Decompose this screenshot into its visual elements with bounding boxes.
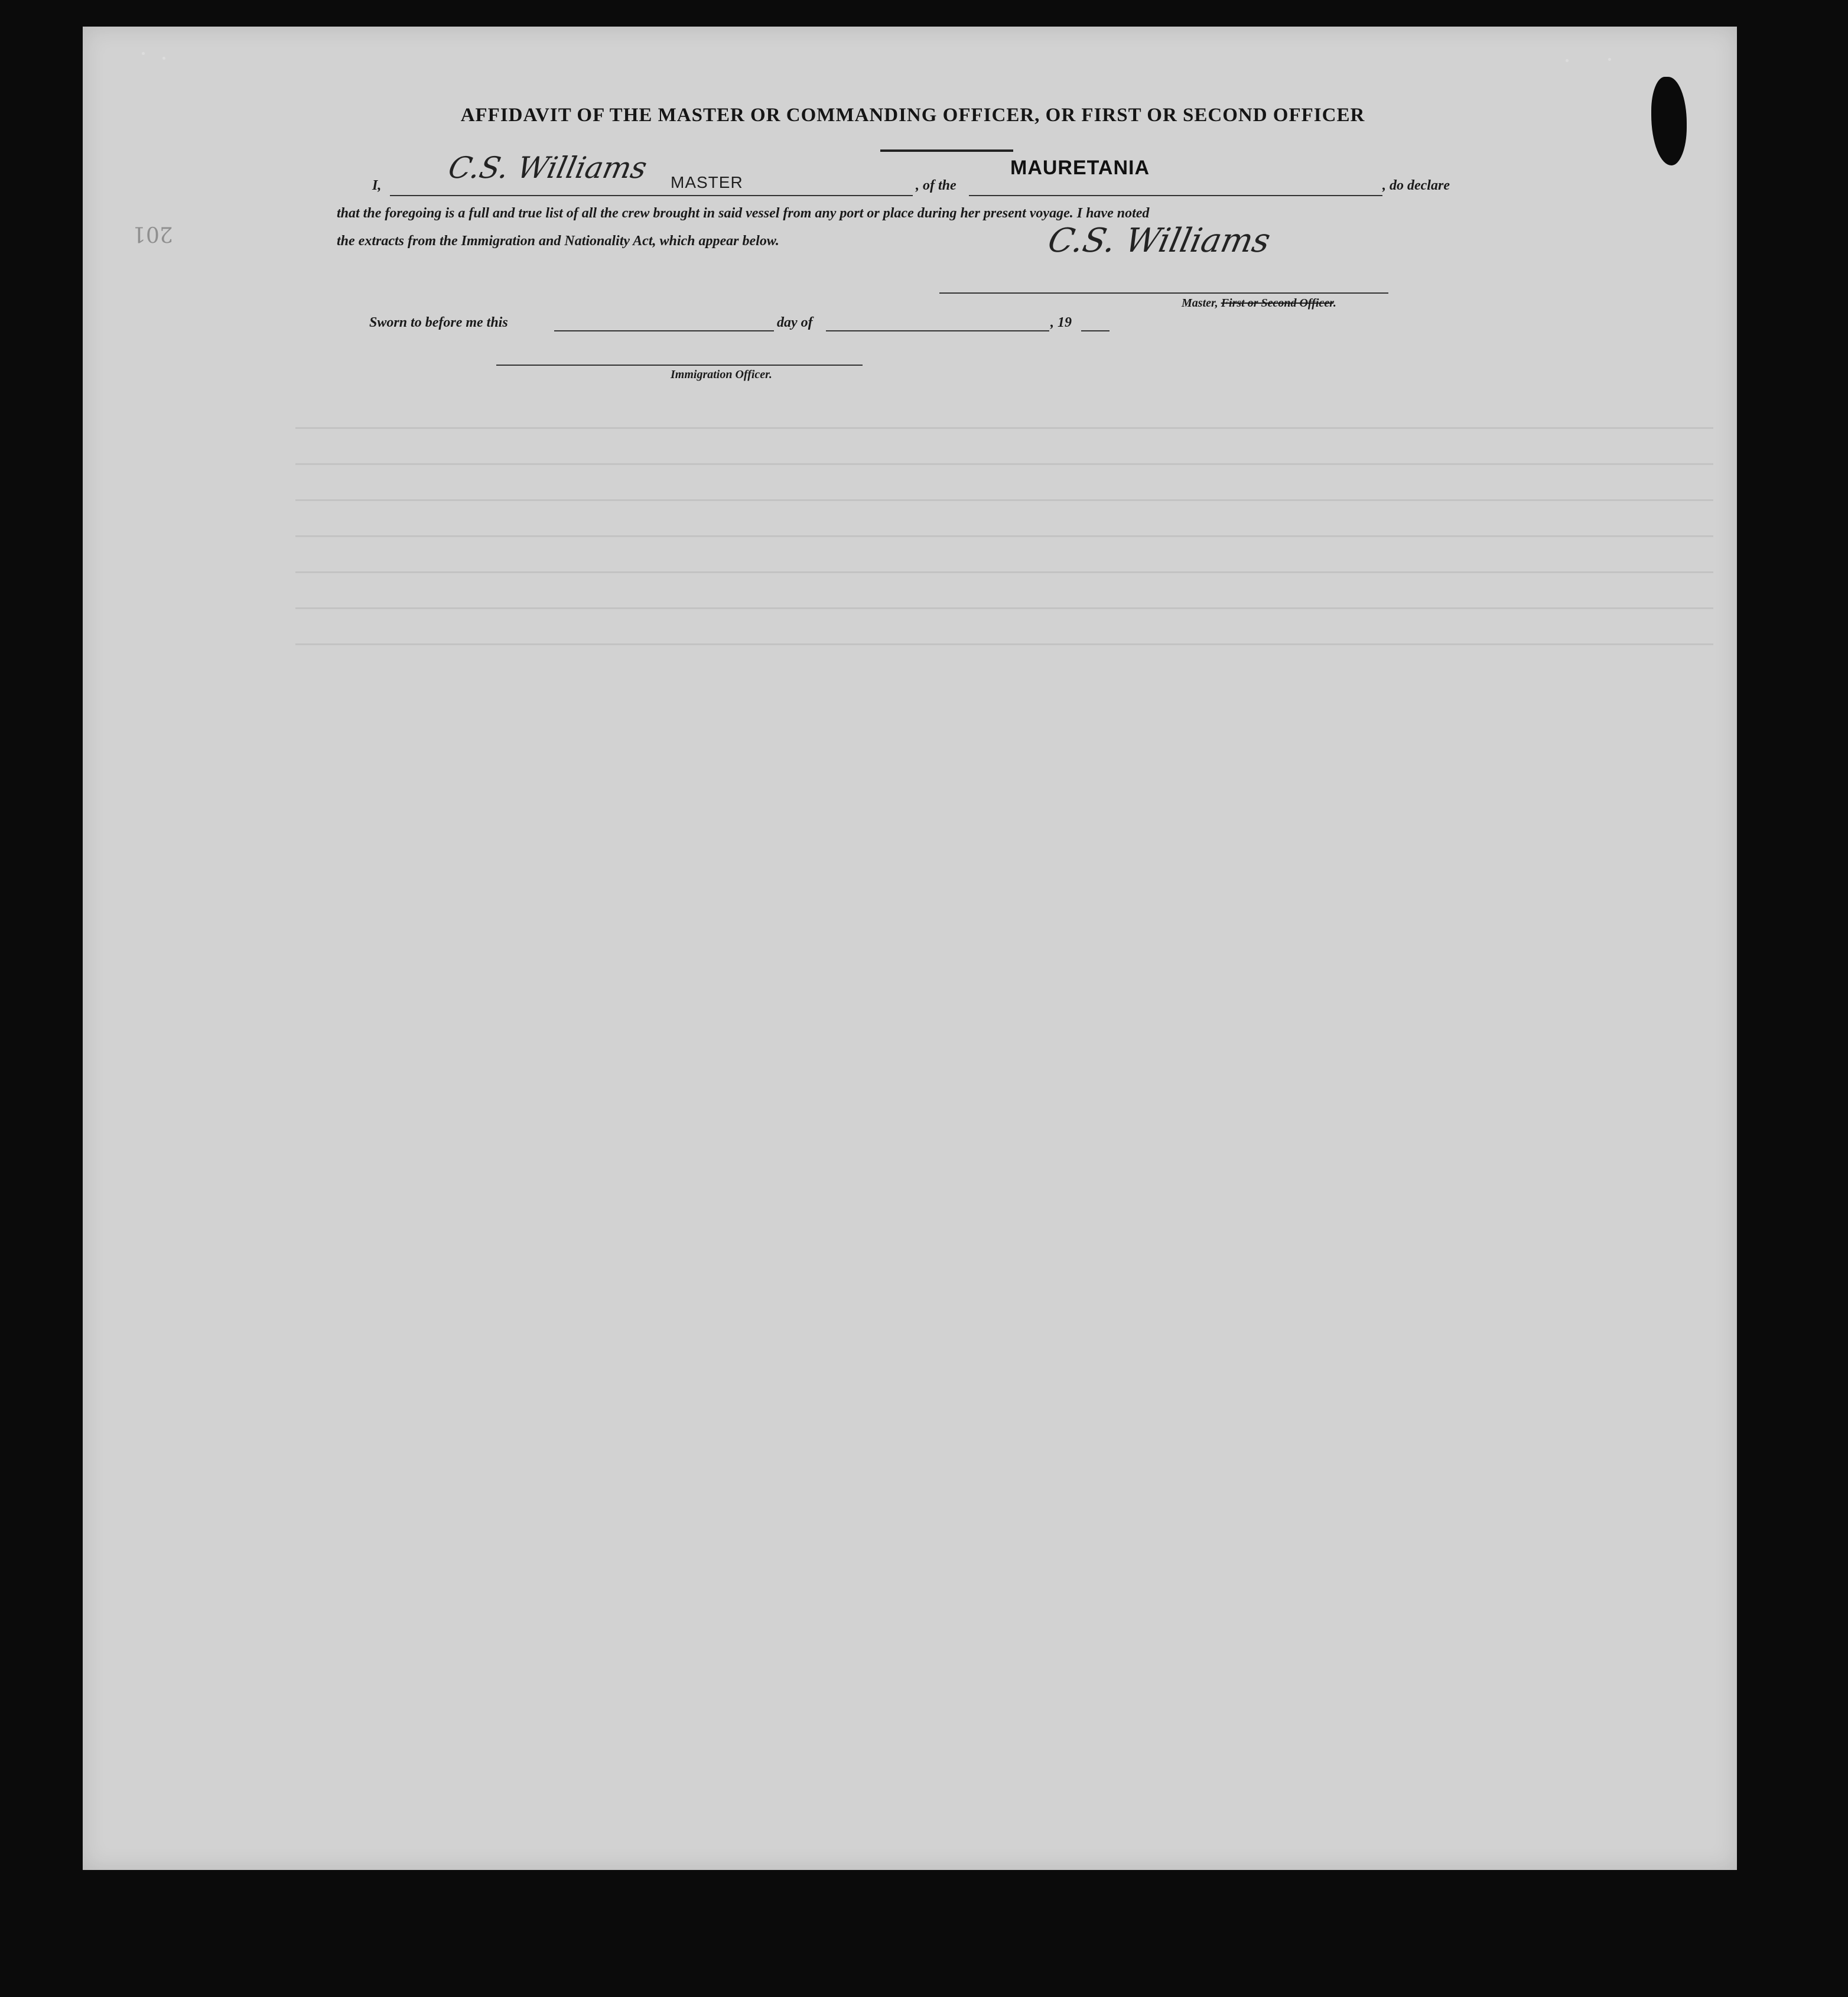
signature-line bbox=[939, 292, 1388, 294]
document-page bbox=[83, 27, 1737, 1870]
rank-stamp: MASTER bbox=[671, 173, 743, 191]
vessel-stamp: MAURETANIA bbox=[1010, 157, 1150, 179]
caption-struck-officer: First or Second Officer bbox=[1221, 297, 1333, 310]
caption-master: Master, bbox=[1182, 297, 1221, 310]
title-underline bbox=[880, 149, 1013, 152]
vessel-line bbox=[969, 195, 1382, 196]
sworn-day-line bbox=[554, 330, 774, 331]
immigration-officer-label: Immigration Officer. bbox=[671, 368, 772, 381]
of-the-label: , of the bbox=[916, 178, 956, 193]
year-prefix: , 19 bbox=[1050, 315, 1072, 330]
bleed-through-lines bbox=[295, 393, 1713, 671]
name-line bbox=[390, 195, 913, 196]
signature-caption bbox=[1182, 297, 1336, 310]
affidavit-title: AFFIDAVIT OF THE MASTER OR COMMANDING OFFICER, OR FIRST OR SECOND OFFICER bbox=[460, 105, 1365, 126]
declaration-prefix: I, bbox=[372, 178, 382, 193]
master-signature: C.S. Williams bbox=[1045, 222, 1274, 260]
caption-period: . bbox=[1333, 297, 1336, 310]
sworn-label: Sworn to before me this bbox=[369, 315, 508, 330]
declaration-line-2: that the foregoing is a full and true list of all the crew brought in said vessel from any port or place during her present voyage. I have noted bbox=[337, 206, 1150, 221]
page-number: 201 bbox=[132, 222, 173, 246]
declaration-line-3: the extracts from the Immigration and Nationality Act, which appear below. bbox=[337, 233, 779, 249]
year-line bbox=[1081, 330, 1110, 331]
month-line bbox=[826, 330, 1049, 331]
signer-name-handwritten: C.S. Williams bbox=[445, 151, 650, 185]
immigration-officer-line bbox=[496, 365, 863, 366]
day-of-label: day of bbox=[777, 315, 813, 330]
do-declare-label: , do declare bbox=[1382, 178, 1450, 193]
